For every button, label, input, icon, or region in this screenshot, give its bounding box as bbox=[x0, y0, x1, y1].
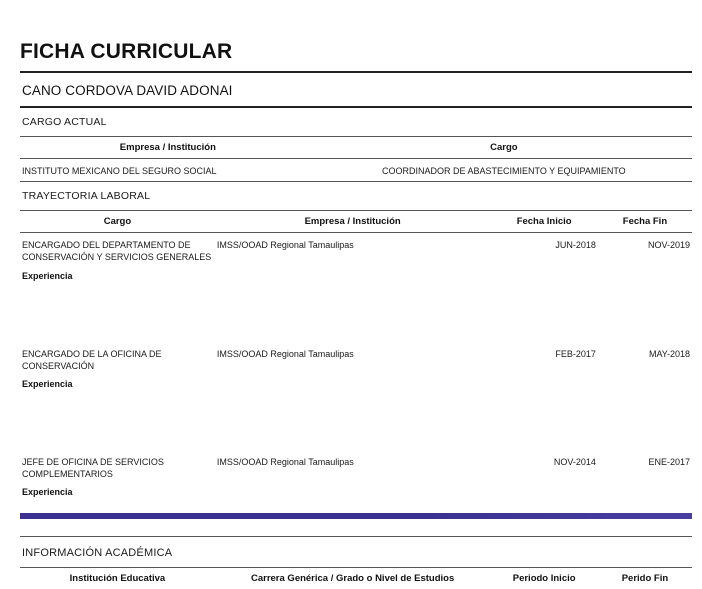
cell-cargo: COORDINADOR DE ABASTECIMIENTO Y EQUIPAMIENTO bbox=[316, 159, 692, 182]
cell-fecha-inicio: JUN-2018 bbox=[555, 240, 596, 251]
cell-empresa: IMSS/OOAD Regional Tamaulipas bbox=[216, 456, 354, 467]
cell-fecha-inicio: NOV-2014 bbox=[553, 456, 596, 467]
table-header-row bbox=[20, 137, 692, 159]
table-header-row bbox=[20, 211, 692, 233]
table-header-row bbox=[20, 568, 692, 589]
column-header-cargo: Cargo bbox=[316, 137, 692, 159]
document-content bbox=[20, 40, 692, 589]
page-title: FICHA CURRICULAR bbox=[20, 40, 233, 63]
column-header-fecha-fin: Fecha Fin bbox=[598, 211, 692, 233]
section-label-cargo-actual: CARGO ACTUAL bbox=[22, 116, 107, 129]
table-row bbox=[20, 233, 692, 268]
column-header-periodo-fin: Perido Fin bbox=[598, 568, 692, 589]
experiencia-spacer-1 bbox=[490, 484, 598, 536]
informacion-academica-table bbox=[20, 567, 692, 589]
table-row-experiencia bbox=[20, 484, 692, 536]
column-header-fecha-inicio: Fecha Inicio bbox=[490, 211, 598, 233]
table-row-experiencia bbox=[20, 268, 692, 342]
experiencia-text bbox=[215, 376, 491, 450]
cell-fecha-fin: MAY-2018 bbox=[648, 348, 690, 359]
cell-empresa: IMSS/OOAD Regional Tamaulipas bbox=[216, 240, 354, 251]
footer-accent-bar-fill bbox=[20, 513, 692, 519]
column-header-cargo: Cargo bbox=[20, 211, 215, 233]
cell-fecha-inicio: FEB-2017 bbox=[555, 348, 596, 359]
cell-fecha-fin: ENE-2017 bbox=[648, 456, 690, 467]
trayectoria-laboral-table bbox=[20, 210, 692, 536]
table-row bbox=[20, 450, 692, 484]
experiencia-text bbox=[215, 268, 491, 342]
experiencia-spacer-2 bbox=[598, 268, 692, 342]
experiencia-spacer-1 bbox=[490, 376, 598, 450]
experiencia-label: Experiencia bbox=[22, 270, 73, 281]
column-header-empresa: Empresa / Institución bbox=[215, 211, 491, 233]
section-label-informacion-academica: INFORMACIÓN ACADÉMICA bbox=[22, 547, 173, 560]
column-header-institucion: Institución Educativa bbox=[20, 568, 215, 589]
column-header-periodo-inicio: Periodo Inicio bbox=[490, 568, 598, 589]
cell-cargo: ENCARGADO DEL DEPARTAMENTO DE CONSERVACIÓN Y SERVICIOS GENERALES bbox=[22, 240, 212, 263]
experiencia-spacer-2 bbox=[598, 484, 692, 536]
experiencia-text bbox=[215, 484, 491, 536]
table-row-experiencia bbox=[20, 376, 692, 450]
experiencia-label: Experiencia bbox=[22, 487, 73, 498]
cell-cargo: JEFE DE OFICINA DE SERVICIOS COMPLEMENTARIOS bbox=[22, 456, 164, 479]
table-row bbox=[20, 342, 692, 376]
table-row bbox=[20, 159, 692, 182]
experiencia-label: Experiencia bbox=[22, 378, 73, 389]
person-name: CANO CORDOVA DAVID ADONAI bbox=[22, 83, 233, 99]
column-header-carrera: Carrera Genérica / Grado o Nivel de Estudios bbox=[215, 568, 491, 589]
cargo-actual-table bbox=[20, 136, 692, 182]
footer-accent-bar bbox=[20, 513, 692, 519]
cell-cargo: ENCARGADO DE LA OFICINA DE CONSERVACIÓN bbox=[22, 348, 162, 371]
experiencia-spacer-1 bbox=[490, 268, 598, 342]
column-header-empresa: Empresa / Institución bbox=[20, 137, 316, 159]
section-label-trayectoria-laboral: TRAYECTORIA LABORAL bbox=[22, 190, 151, 203]
cell-fecha-fin: NOV-2019 bbox=[647, 240, 690, 251]
cell-empresa: INSTITUTO MEXICANO DEL SEGURO SOCIAL bbox=[20, 159, 316, 182]
cell-empresa: IMSS/OOAD Regional Tamaulipas bbox=[216, 348, 354, 359]
experiencia-spacer-2 bbox=[598, 376, 692, 450]
